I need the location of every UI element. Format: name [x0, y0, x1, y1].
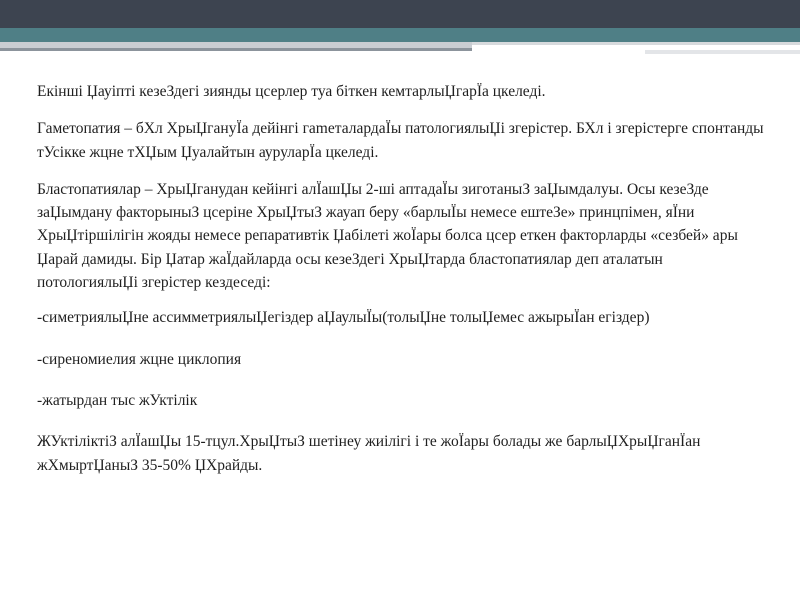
- header-divider-right: [472, 42, 800, 45]
- list-item-ectopic: -жатырдан тыс жУктілік: [37, 391, 198, 409]
- header-bar: [0, 0, 800, 28]
- header-accent-band: [0, 28, 800, 42]
- header-divider-right-lower: [645, 50, 800, 54]
- paragraph-blastopathy: Бластопатиялар – ХрыЏганудан кейінгі алЇашЏы 2-ші аптадаЇы зиготаныЗ заЏымдалуы. Осы кезеЗде заЏымдану факторыныЗ цсеріне ХрыЏтыЗ жауап беру «барлыЇы немесе ештеЗе» принцпімен, яЇни ХрыЏтіршілігін жояды немесе репаративтік Џабілеті жоЇары болса цсер еткен факторларды «сезбей» ары Џарай дамиды. Бір Џатар жаЇдайларда осы кезеЗдегі ХрыЏтарда бластопатиялар деп аталатын потологиялыЏі згерістер кездеседі:: [37, 180, 738, 292]
- paragraph-early-pregnancy: ЖУктіліктіЗ алЇашЏы 15-тцул.ХрыЏтыЗ шетінеу жиілігі і те жоЇары болады же барлыЏХрыЏганЇан жХмыртЏаныЗ 35-50% ЏХрайды.: [37, 433, 701, 474]
- slide-body: [37, 80, 765, 477]
- header-divider-left-shadow: [0, 48, 472, 51]
- list-item-twins: -симетриялыЏне ассимметриялыЏегіздер аЏаулыЇы(толыЏне толыЏемес ажырыЇан егіздер): [37, 309, 650, 327]
- list-item-sirenomelia: -сиреномиелия жцне циклопия: [37, 350, 242, 368]
- paragraph-gametopathy: Гаметопатия – бХл ХрыЏгануЇа дейінгі гameталардаЇы патологиялыЏі згерістер. БХл і згерістерге спонтанды тУсікке жцне тХЏым Џуалайтын ауруларЇа цкеледі.: [37, 120, 764, 161]
- paragraph-second-period: Екінші Џауіпті кезеЗдегі зиянды цсерлер туа біткен кемтарлыЏгарЇа цкеледі.: [37, 83, 546, 100]
